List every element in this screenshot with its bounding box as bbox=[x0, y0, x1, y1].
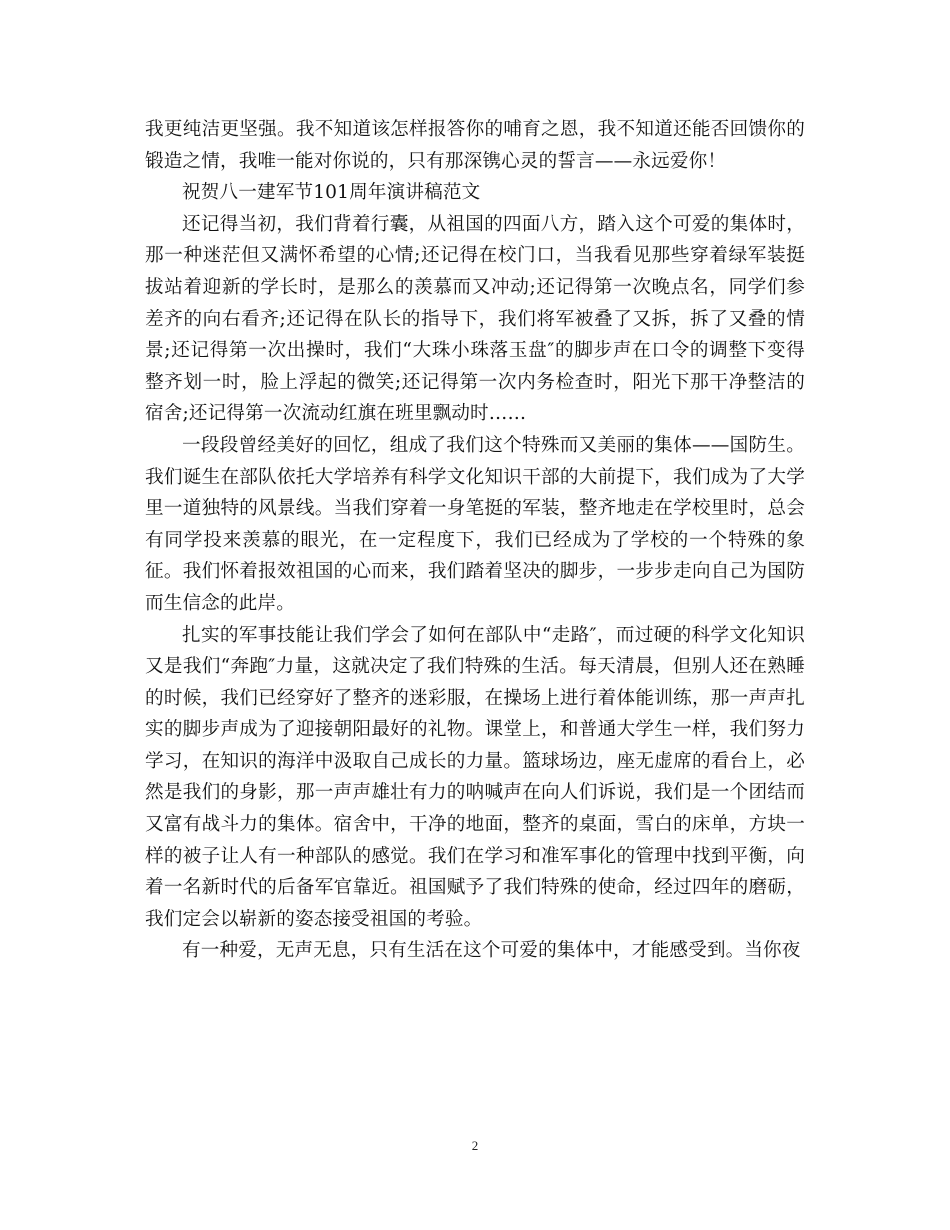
document-body bbox=[145, 114, 805, 967]
paragraph: 一段段曾经美好的回忆，组成了我们这个特殊而又美丽的集体——国防生。我们诞生在部队依托大学培养有科学文化知识干部的大前提下，我们成为了大学里一道独特的风景线。当我们穿着一身笔挺的军装，整齐地走在学校里时，总会有同学投来羡慕的眼光，在一定程度下，我们已经成为了学校的一个特殊的象征。我们怀着报效祖国的心而来，我们踏着坚决的脚步，一步步走向自己为国防而生信念的此岸。 bbox=[145, 434, 805, 614]
paragraph: 还记得当初，我们背着行囊，从祖国的四面八方，踏入这个可爱的集体时，那一种迷茫但又满怀希望的心情;还记得在校门口，当我看见那些穿着绿军装挺拔站着迎新的学长时，是那么的羡慕而又冲动;还记得第一次晚点名，同学们参差齐的向右看齐;还记得在队长的指导下，我们将军被叠了又拆，拆了又叠的情景;还记得第一次出操时，我们“大珠小珠落玉盘″的脚步声在口令的调整下变得整齐划一时，脸上浮起的微笑;还记得第一次内务检查时，阳光下那干净整洁的宿舍;还记得第一次流动红旗在班里飘动时…… bbox=[145, 213, 805, 425]
paragraph: 扎实的军事技能让我们学会了如何在部队中“走路″，而过硬的科学文化知识又是我们“奔跑″力量，这就决定了我们特殊的生活。每天清晨，但别人还在熟睡的时候，我们已经穿好了整齐的迷彩服，在操场上进行着体能训练，那一声声扎实的脚步声成为了迎接朝阳最好的礼物。课堂上，和普通大学生一样，我们努力学习，在知识的海洋中汲取自己成长的力量。篮球场边，座无虚席的看台上，必然是我们的身影，那一声声雄壮有力的呐喊声在向人们诉说，我们是一个团结而又富有战斗力的集体。宿舍中，干净的地面，整齐的桌面，雪白的床单，方块一样的被子让人有一种部队的感觉。我们在学习和准军事化的管理中找到平衡，向着一名新时代的后备军官靠近。祖国赋予了我们特殊的使命，经过四年的磨砺，我们定会以崭新的姿态接受祖国的考验。 bbox=[145, 624, 805, 930]
page-number: 2 bbox=[471, 1138, 479, 1153]
paragraph-continuation: 我更纯洁更坚强。我不知道该怎样报答你的哺育之恩，我不知道还能否回馈你的锻造之情，我唯一能对你说的，只有那深镌心灵的誓言——永远爱你！ bbox=[145, 119, 805, 172]
section-heading: 祝贺八一建军节101周年演讲稿范文 bbox=[182, 182, 481, 204]
paragraph: 有一种爱，无声无息，只有生活在这个可爱的集体中，才能感受到。当你夜 bbox=[182, 940, 801, 962]
